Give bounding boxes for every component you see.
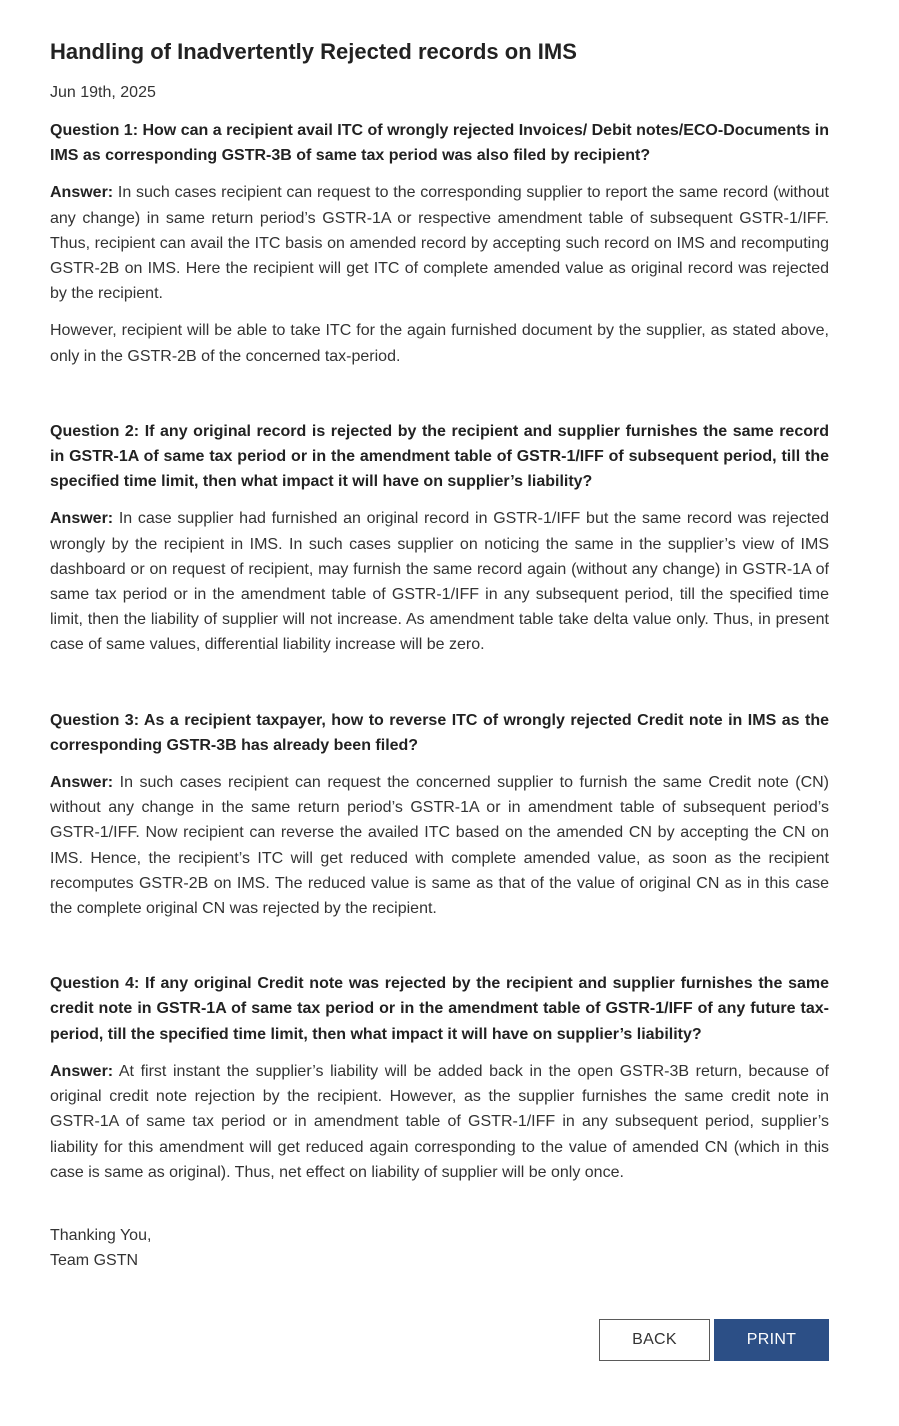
faq-answer-2 (50, 506, 829, 657)
faq-answer-1 (50, 180, 829, 306)
answer-text: In case supplier had furnished an original record in GSTR-1/IFF but the same record was rejected wrongly by the recipient in IMS. In such cases supplier on noticing the same in the supplier’s view of IMS dashboard or on request of recipient, may furnish the same record again (without any change) in GSTR-1A of same tax period or in the amendment table of GSTR-1/IFF in any subsequent period, till the specified time limit, then the liability of supplier will not increase. As amendment table take delta value only. Thus, in present case of same values, differential liability increase will be zero. (50, 510, 829, 654)
faq-question-2: Question 2: If any original record is rejected by the recipient and supplier furnishes the same record in GSTR-1A of same tax period or in the amendment table of GSTR-1/IFF of subsequent period, till the specified time limit, then what impact it will have on supplier’s liability? (50, 422, 829, 491)
answer-label: Answer: (50, 184, 114, 202)
faq-item-3 (50, 708, 829, 922)
faq-item-2 (50, 419, 829, 658)
print-button[interactable]: PRINT (714, 1319, 829, 1361)
page-title: Handling of Inadvertently Rejected records on IMS (50, 39, 577, 64)
answer-label: Answer: (50, 510, 114, 528)
answer-label: Answer: (50, 774, 114, 792)
faq-question-3: Question 3: As a recipient taxpayer, how to reverse ITC of wrongly rejected Credit note in IMS as the corresponding GSTR-3B has already been filed? (50, 711, 829, 754)
answer-text: In such cases recipient can request the concerned supplier to furnish the same Credit note (CN) without any change in the same return period’s GSTR-1A or in amendment table of subsequent period’s GSTR-1/IFF. Now recipient can reverse the availed ITC based on the amended CN by accepting the CN on IMS. Hence, the recipient’s ITC will get reduced with complete amended value, as soon as the recipient recomputes GSTR-2B on IMS. The reduced value is same as that of the value of original CN as in this case the complete original CN was rejected by the recipient. (50, 774, 829, 918)
closing-line-thanks: Thanking You, (50, 1226, 152, 1244)
faq-answer-4 (50, 1059, 829, 1185)
faq-answer-1-note: However, recipient will be able to take ITC for the again furnished document by the supplier, as stated above, only in the GSTR-2B of the concerned tax-period. (50, 322, 829, 365)
answer-text: At first instant the supplier’s liability will be added back in the open GSTR-3B return, because of original credit note rejection by the recipient. However, as the supplier furnishes the same credit note in GSTR-1A of same tax period or in amendment table of GSTR-1/IFF in any subsequent period, supplier’s liability for this amendment will get reduced again corresponding to the value of amended CN (which in this case is same as original). Thus, net effect on liability of supplier will be only once. (50, 1062, 829, 1181)
answer-text: In such cases recipient can request to the corresponding supplier to report the same record (without any change) in same return period’s GSTR-1A or respective amendment table of subsequent GSTR-1/IFF. Thus, recipient can avail the ITC basis on amended record by accepting such record on IMS and recomputing GSTR-2B on IMS. Here the recipient will get ITC of complete amended value as original record was rejected by the recipient. (50, 184, 829, 303)
faq-question-1: Question 1: How can a recipient avail ITC of wrongly rejected Invoices/ Debit notes/ECO-Documents in IMS as corresponding GSTR-3B of same tax period was also filed by recipient? (50, 122, 829, 165)
publish-date: Jun 19th, 2025 (50, 84, 156, 101)
answer-label: Answer: (50, 1062, 114, 1080)
faq-answer-3 (50, 770, 829, 921)
faq-question-4: Question 4: If any original Credit note was rejected by the recipient and supplier furnishes the same credit note in GSTR-1A of same tax period or in the amendment table of GSTR-1/IFF of any future tax-period, till the specified time limit, then what impact it will have on supplier’s liability? (50, 975, 829, 1043)
back-button[interactable]: BACK (599, 1319, 710, 1361)
faq-item-1 (50, 118, 829, 369)
faq-item-4 (50, 971, 829, 1185)
closing-line-team: Team GSTN (50, 1252, 139, 1270)
action-buttons (599, 1319, 829, 1361)
closing-signature (50, 1223, 829, 1273)
